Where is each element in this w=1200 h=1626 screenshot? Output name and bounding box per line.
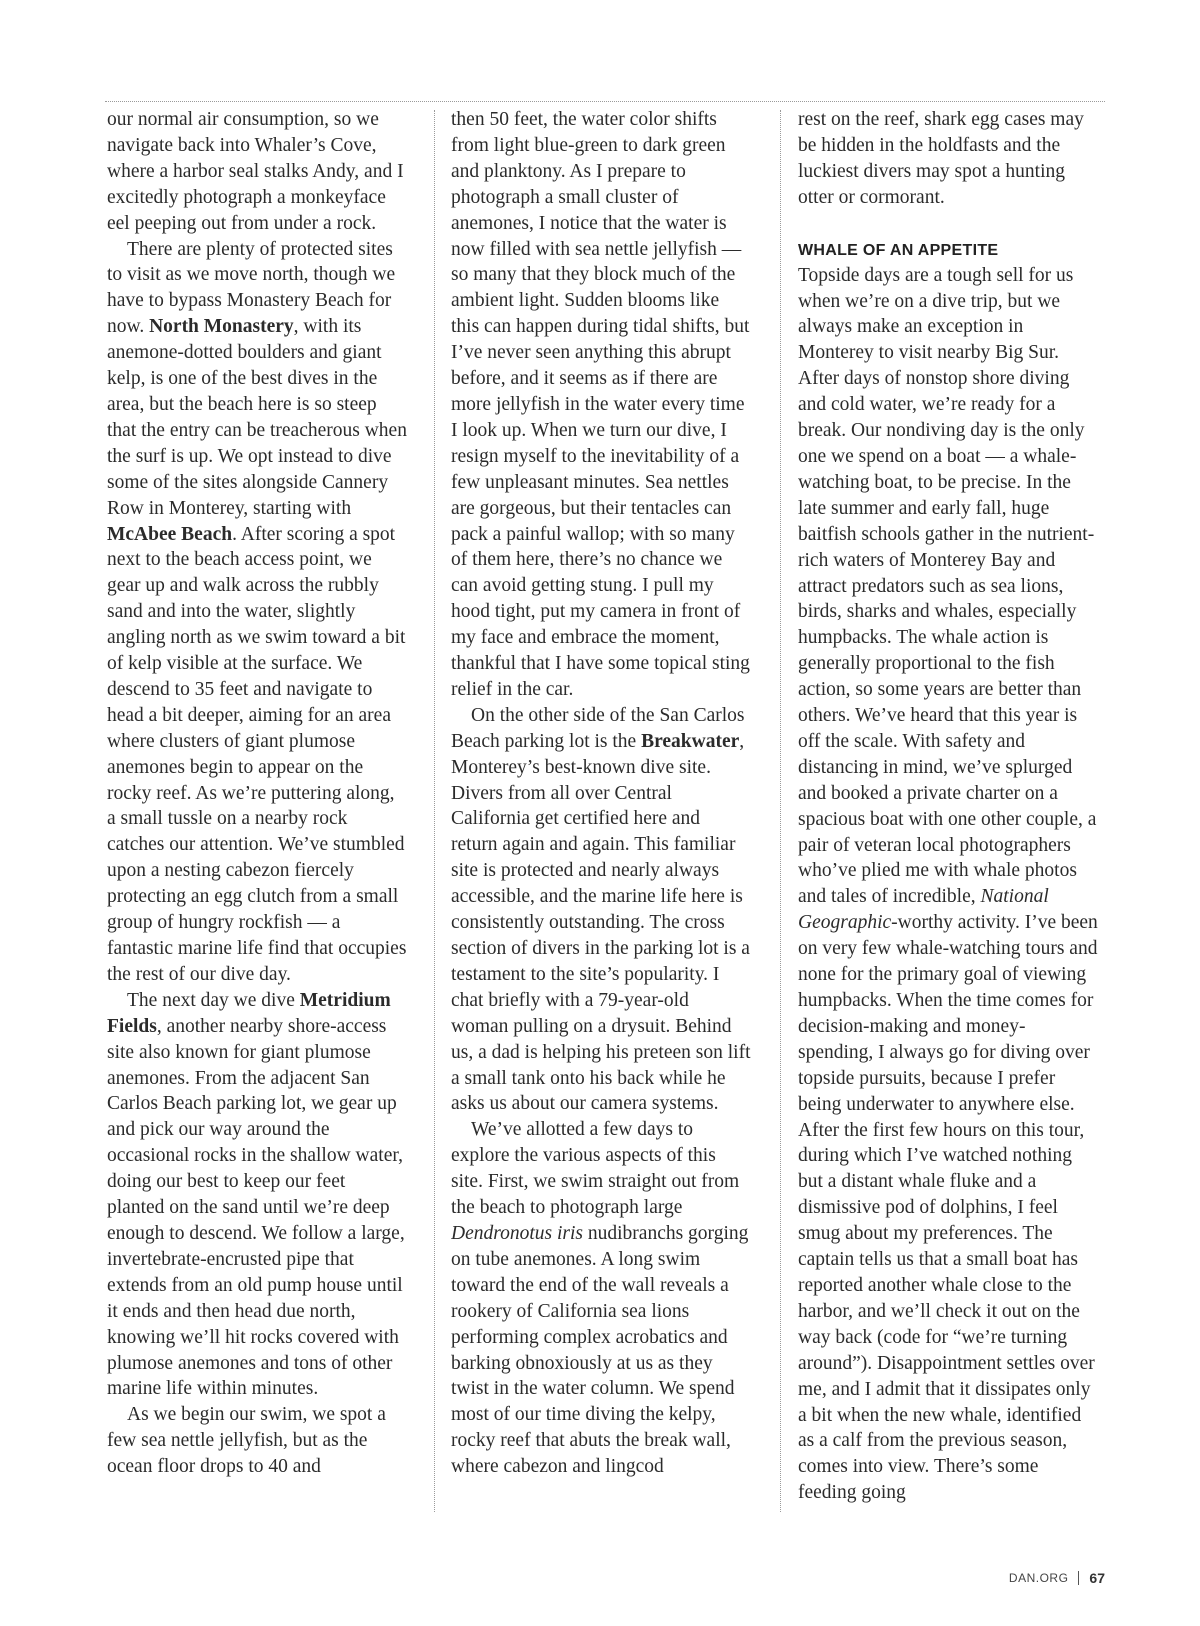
paragraph: then 50 feet, the water color shifts from light blue-green to dark green and planktony. As I prepare to photograph a small cluster of anemones, I notice that the water is now filled with sea nettle jellyfish — so many that they block much of the ambient light. Sudden blooms like this can happen during tidal shifts, but I’ve never seen anything this abrupt before, and it seems as if there are more jellyfish in the water every time I look up. When we turn our dive, I resign myself to the inevitability of a few unpleasant minutes. Sea nettles are gorgeous, but their tentacles can pack a painful wallop; with so many of them here, there’s no chance we can avoid getting stung. I pull my hood tight, put my camera in front of my face and embrace the moment, thankful that I have some topical sting relief in the car. — [451, 109, 750, 700]
paragraph: The next day we dive Metridium Fields, another nearby shore-access site also known for giant plumose anemones. From the adjacent San Carlos Beach parking lot, we gear up and pick our way around the occasional rocks in the shallow water, doing our best to keep our feet planted on the sand until we’re deep enough to descend. We follow a large, invertebrate-encrusted pipe that extends from an old pump house until it ends and then head due north, knowing we’ll hit rocks covered with plumose anemones and tons of other marine life within minutes. — [107, 989, 405, 1400]
site-name: Metridium Fields — [107, 989, 391, 1037]
paragraph: our normal air consumption, so we navigate back into Whaler’s Cove, where a harbor seal stalks Andy, and I excitedly photograph a monkeyface eel peeping out from under a rock. — [107, 109, 404, 234]
site-name: North Monastery — [149, 316, 294, 338]
page-footer — [1009, 1570, 1105, 1586]
column-divider — [780, 110, 781, 1512]
column-divider — [434, 110, 435, 1512]
species-name: Dendronotus iris — [451, 1222, 583, 1244]
publication-name: National Geographic — [798, 886, 1049, 934]
article-column-3 — [798, 107, 1098, 1507]
paragraph: There are plenty of protected sites to visit as we move north, though we have to bypass Monastery Beach for now. North Monastery, with its anemone-dotted boulders and giant kelp, is one of the best dives in the area, but the beach here is so steep that the entry can be treacherous when the surf is up. We opt instead to dive some of the sites alongside Cannery Row in Monterey, starting with McAbee Beach. After scoring a spot next to the beach access point, we gear up and walk across the rubbly sand and into the water, slightly angling north as we swim toward a bit of kelp visible at the surface. We descend to 35 feet and navigate to head a bit deeper, aiming for an area where clusters of giant plumose anemones begin to appear on the rocky reef. As we’re puttering along, a small tussle on a nearby rock catches our attention. We’ve stumbled upon a nesting cabezon fiercely protecting an egg clutch from a small group of hungry rockfish — a fantastic marine life find that occupies the rest of our dive day. — [107, 238, 407, 985]
paragraph: On the other side of the San Carlos Beach parking lot is the Breakwater, Monterey’s best-known dive site. Divers from all over Central California get certified here and return again and again. This familiar site is protected and nearly always accessible, and the marine life here is consistently outstanding. The cross section of divers in the parking lot is a testament to the site’s popularity. I chat briefly with a 79-year-old woman pulling on a drysuit. Behind us, a dad is helping his preteen son lift a small tank onto his back while he asks us about our camera systems. — [451, 704, 751, 1115]
footer-site: DAN.ORG — [1008, 1571, 1069, 1585]
page-number: 67 — [1089, 1570, 1105, 1586]
site-name: McAbee Beach — [107, 523, 233, 545]
site-name: Breakwater — [641, 730, 740, 752]
paragraph: As we begin our swim, we spot a few sea nettle jellyfish, but as the ocean floor drops to 40 and — [107, 1404, 386, 1478]
top-rule — [105, 101, 1105, 102]
article-column-2 — [451, 107, 751, 1507]
footer-separator — [1078, 1571, 1079, 1585]
paragraph: We’ve allotted a few days to explore the various aspects of this site. First, we swim straight out from the beach to photograph large Dendronotus iris nudibranchs gorging on tube anemones. A long swim toward the end of the wall reveals a rookery of California sea lions performing complex acrobatics and barking obnoxiously at us as they twist in the water column. We spend most of our time diving the kelpy, rocky reef that abuts the break wall, where cabezon and lingcod — [451, 1119, 749, 1478]
paragraph: rest on the reef, shark egg cases may be hidden in the holdfasts and the luckiest divers may spot a hunting otter or cormorant. — [798, 109, 1084, 208]
section-heading: WHALE OF AN APPETITE — [798, 241, 999, 259]
article-column-1 — [107, 107, 407, 1507]
paragraph: Topside days are a tough sell for us when we’re on a dive trip, but we always make an exception in Monterey to visit nearby Big Sur. After days of nonstop shore diving and cold water, we’re ready for a break. Our nondiving day is the only one we spend on a boat — a whale-watching boat, to be precise. In the late summer and early fall, huge baitfish schools gather in the nutrient-rich waters of Monterey Bay and attract predators such as sea lions, birds, sharks and whales, especially humpbacks. The whale action is generally proportional to the fish action, so some years are better than others. We’ve heard that this year is off the scale. With safety and distancing in mind, we’ve splurged and booked a private charter on a spacious boat with one other couple, a pair of veteran local photographers who’ve plied me with whale photos and tales of incredible, National Geographic-worthy activity. I’ve been on very few whale-watching tours and none for the primary goal of viewing humpbacks. When the time comes for decision-making and money-spending, I always go for diving over topside pursuits, because I prefer being underwater to anywhere else. After the first few hours on this tour, during which I’ve watched nothing but a distant whale fluke and a dismissive pod of dolphins, I feel smug about my preferences. The captain tells us that a small boat has reported another whale close to the harbor, and we’ll check it out on the way back (code for “we’re turning around”). Disappointment settles over me, and I admit that it dissipates only a bit when the new whale, identified as a calf from the previous season, comes into view. There’s some feeding going — [798, 264, 1098, 1504]
